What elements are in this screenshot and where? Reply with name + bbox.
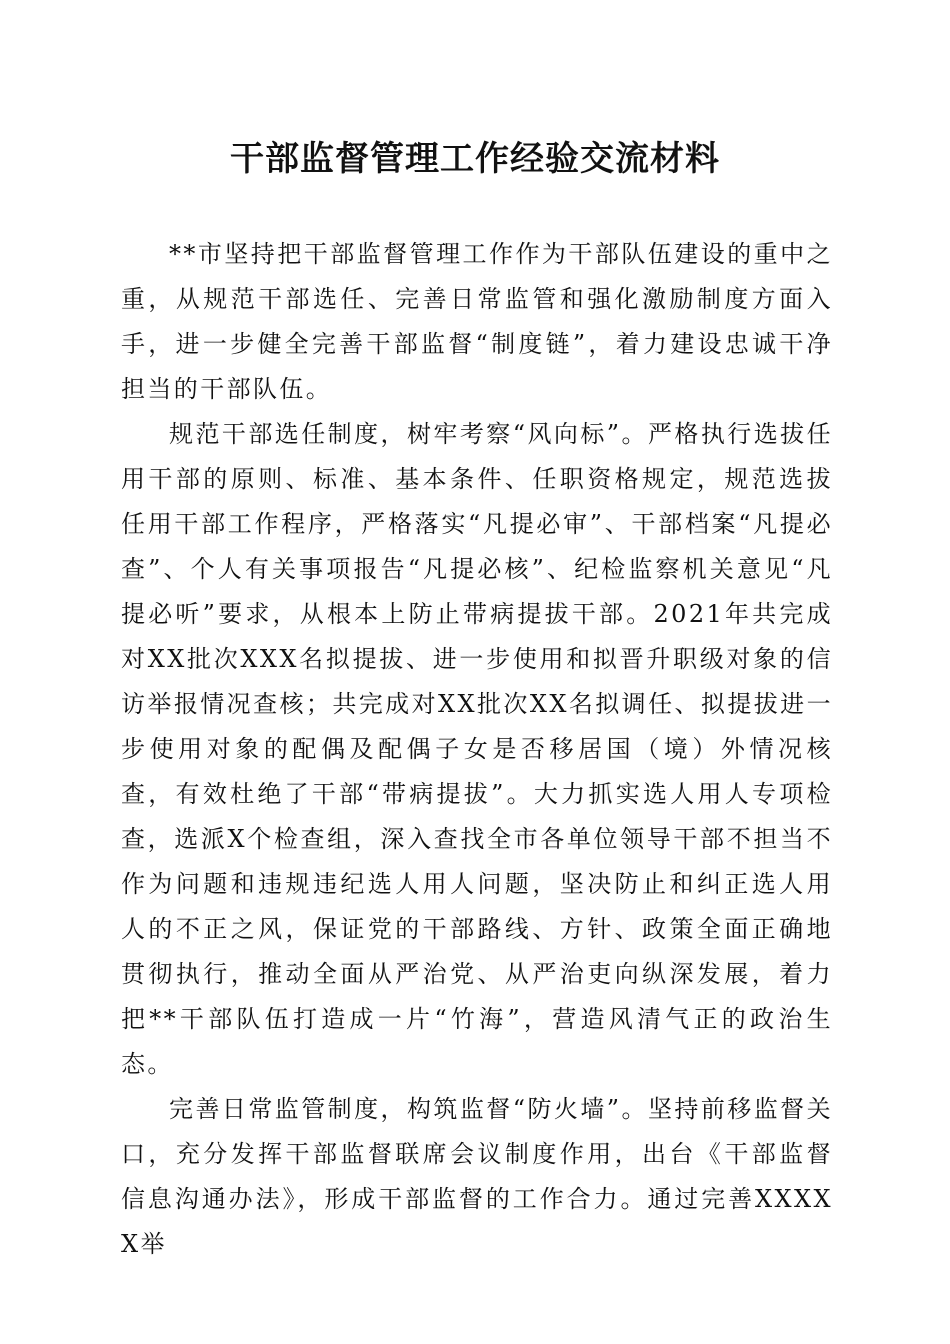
document-title: 干部监督管理工作经验交流材料 [230, 139, 720, 179]
paragraph-selection-system: 规范干部选任制度，树牢考察“风向标”。严格执行选拔任用干部的原则、标准、基本条件、任职资格规定，规范选拔任用干部工作程序，严格落实“凡提必审”、干部档案“凡提必查”、个人有关事项报告“凡提必核”、纪检监察机关意见“凡提必听”要求，从根本上防止带病提拔干部。2021年共完成对XX批次XXX名拟提拔、进一步使用和拟晋升职级对象的信访举报情况查核；共完成对XX批次XX名拟调任、拟提拔进一步使用对象的配偶及配偶子女是否移居国（境）外情况核查，有效杜绝了干部“带病提拔”。大力抓实选人用人专项检查，选派X个检查组，深入查找全市各单位领导干部不担当不作为问题和违规违纪选人用人问题，坚决防止和纠正选人用人的不正之风，保证党的干部路线、方针、政策全面正确地贯彻执行，推动全面从严治党、从严治吏向纵深发展，着力把**干部队伍打造成一片“竹海”，营造风清气正的政治生态。 [121, 420, 833, 1078]
document-body [121, 232, 833, 1267]
paragraph-intro: **市坚持把干部监督管理工作作为干部队伍建设的重中之重，从规范干部选任、完善日常监管和强化激励制度方面入手，进一步健全完善干部监督“制度链”，着力建设忠诚干净担当的干部队伍。 [121, 240, 833, 403]
paragraph-daily-supervision: 完善日常监管制度，构筑监督“防火墙”。坚持前移监督关口，充分发挥干部监督联席会议制度作用，出台《干部监督信息沟通办法》，形成干部监督的工作合力。通过完善XXXXX举 [121, 1095, 833, 1258]
